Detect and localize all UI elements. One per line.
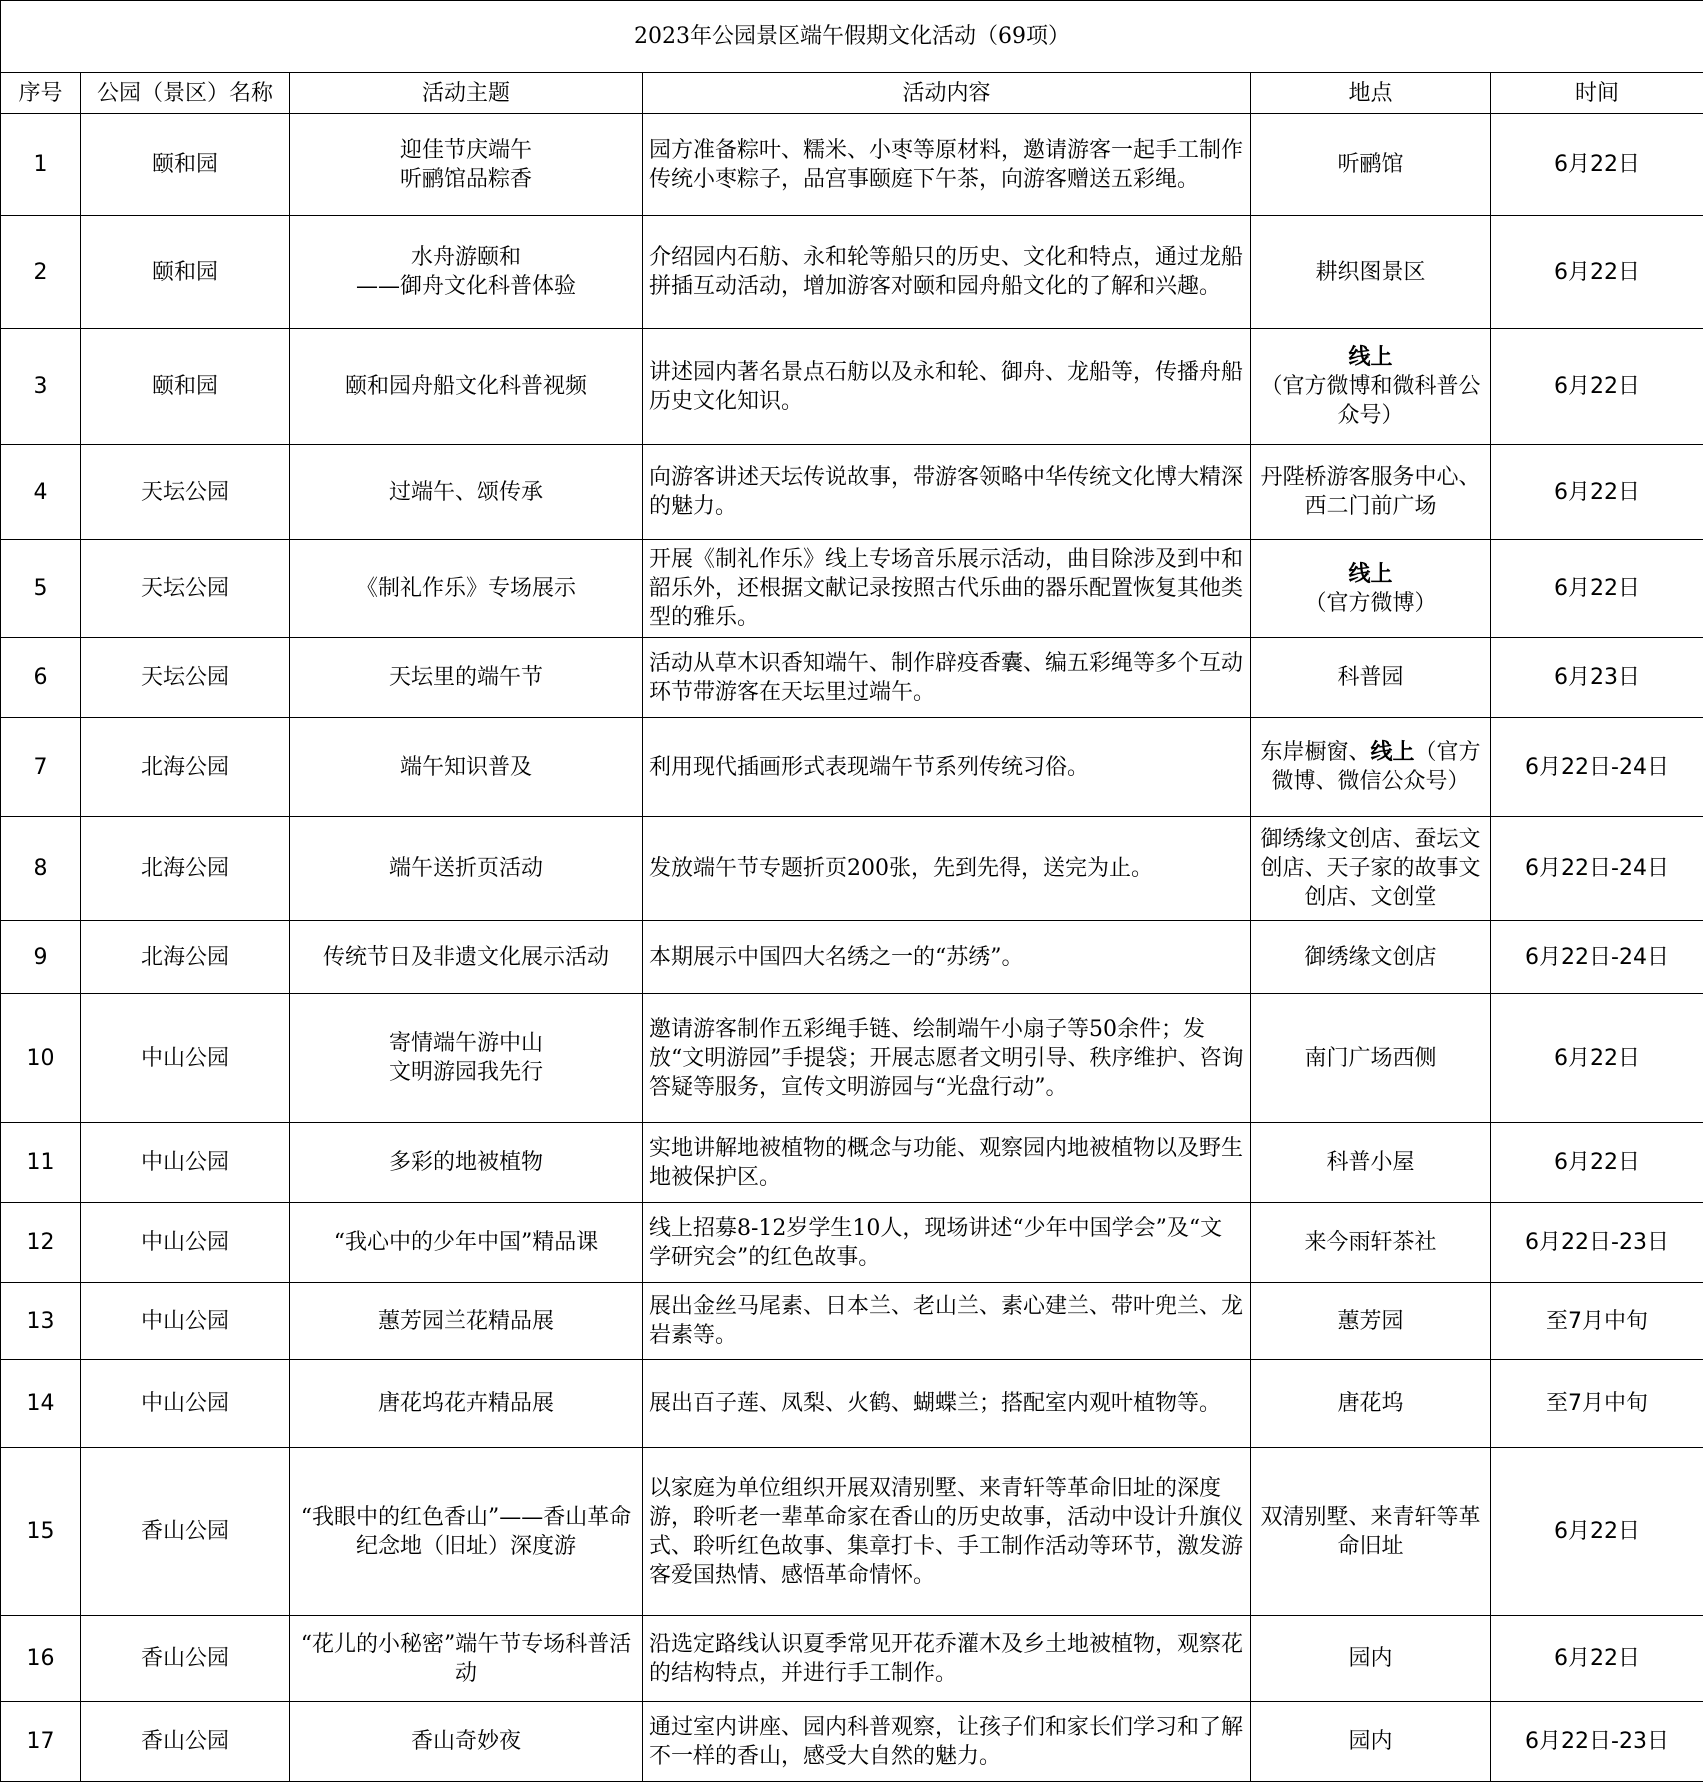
cell-theme: 过端午、颂传承 — [290, 445, 643, 540]
cell-time: 6月23日 — [1491, 638, 1703, 718]
cell-content: 园方准备粽叶、糯米、小枣等原材料，邀请游客一起手工制作传统小枣粽子，品宫事颐庭下午茶，向游客赠送五彩绳。 — [643, 114, 1251, 216]
cell-time: 6月22日 — [1491, 216, 1703, 329]
cell-time: 6月22日 — [1491, 445, 1703, 540]
title-row — [1, 1, 1703, 73]
cell-theme — [290, 994, 643, 1123]
cell-time: 6月22日 — [1491, 1123, 1703, 1203]
header-time: 时间 — [1491, 73, 1703, 114]
cell-theme: 《制礼作乐》专场展示 — [290, 540, 643, 638]
cell-place: 园内 — [1251, 1616, 1491, 1702]
table-row — [1, 1616, 1703, 1702]
cell-no: 1 — [1, 114, 81, 216]
table-row — [1, 1283, 1703, 1360]
cell-park: 中山公园 — [81, 994, 290, 1123]
header-no: 序号 — [1, 73, 81, 114]
cell-place — [1251, 329, 1491, 445]
cell-place: 来今雨轩茶社 — [1251, 1203, 1491, 1283]
cell-no: 5 — [1, 540, 81, 638]
cell-park: 颐和园 — [81, 216, 290, 329]
theme-line: 文明游园我先行 — [388, 1060, 543, 1085]
cell-park: 香山公园 — [81, 1616, 290, 1702]
cell-time: 6月22日 — [1491, 1448, 1703, 1616]
cell-no: 7 — [1, 718, 81, 817]
cell-place: 蕙芳园 — [1251, 1283, 1491, 1360]
cell-park: 颐和园 — [81, 329, 290, 445]
theme-line: 听鹂馆品粽香 — [399, 166, 532, 192]
cell-content: 发放端午节专题折页200张，先到先得，送完为止。 — [643, 817, 1251, 921]
cell-time: 6月22日-24日 — [1491, 921, 1703, 994]
cell-theme: 唐花坞花卉精品展 — [290, 1360, 643, 1448]
place-detail: （官方微博、微信公众号） — [1271, 740, 1481, 794]
header-place: 地点 — [1251, 73, 1491, 114]
cell-theme — [290, 114, 643, 216]
table-row — [1, 114, 1703, 216]
cell-no: 10 — [1, 994, 81, 1123]
cell-place: 科普小屋 — [1251, 1123, 1491, 1203]
cell-place: 御绣缘文创店、蚕坛文创店、天子家的故事文创店、文创堂 — [1251, 817, 1491, 921]
cell-park: 香山公园 — [81, 1702, 290, 1782]
cell-no: 11 — [1, 1123, 81, 1203]
table-row — [1, 329, 1703, 445]
place-detail: （官方微博和微科普公众号） — [1260, 374, 1481, 428]
cell-time: 6月22日-23日 — [1491, 1203, 1703, 1283]
header-park: 公园（景区）名称 — [81, 73, 290, 114]
cell-time: 6月22日 — [1491, 114, 1703, 216]
cell-park: 中山公园 — [81, 1283, 290, 1360]
cell-no: 13 — [1, 1283, 81, 1360]
cell-place: 双清别墅、来青轩等革命旧址 — [1251, 1448, 1491, 1616]
cell-theme: 端午送折页活动 — [290, 817, 643, 921]
cell-time: 6月22日 — [1491, 329, 1703, 445]
cell-theme: 颐和园舟船文化科普视频 — [290, 329, 643, 445]
cell-content: 展出百子莲、凤梨、火鹤、蝴蝶兰；搭配室内观叶植物等。 — [643, 1360, 1251, 1448]
cell-park: 中山公园 — [81, 1203, 290, 1283]
table-row — [1, 1448, 1703, 1616]
table-row — [1, 445, 1703, 540]
cell-time: 至7月中旬 — [1491, 1360, 1703, 1448]
cell-time: 6月22日-24日 — [1491, 817, 1703, 921]
cell-content: 实地讲解地被植物的概念与功能、观察园内地被植物以及野生地被保护区。 — [643, 1123, 1251, 1203]
table-row — [1, 718, 1703, 817]
cell-theme: “我心中的少年中国”精品课 — [290, 1203, 643, 1283]
cell-content: 向游客讲述天坛传说故事，带游客领略中华传统文化博大精深的魅力。 — [643, 445, 1251, 540]
cell-place: 园内 — [1251, 1702, 1491, 1782]
theme-line: 寄情端午游中山 — [388, 1031, 543, 1056]
cell-theme: 天坛里的端午节 — [290, 638, 643, 718]
cell-park: 北海公园 — [81, 817, 290, 921]
cell-place: 御绣缘文创店 — [1251, 921, 1491, 994]
cell-time: 6月22日 — [1491, 994, 1703, 1123]
cell-theme: “花儿的小秘密”端午节专场科普活动 — [290, 1616, 643, 1702]
cell-theme: 蕙芳园兰花精品展 — [290, 1283, 643, 1360]
cell-time: 6月22日 — [1491, 540, 1703, 638]
cell-content: 介绍园内石舫、永和轮等船只的历史、文化和特点，通过龙船拼插互动活动，增加游客对颐和园舟船文化的了解和兴趣。 — [643, 216, 1251, 329]
cell-place — [1251, 718, 1491, 817]
theme-line: ——御舟文化科普体验 — [355, 274, 576, 299]
cell-content: 线上招募8-12岁学生10人，现场讲述“少年中国学会”及“文学研究会”的红色故事。 — [643, 1203, 1251, 1283]
table-row — [1, 638, 1703, 718]
theme-line: 迎佳节庆端午 — [399, 137, 532, 163]
place-detail: （官方微博） — [1304, 590, 1437, 616]
cell-place: 丹陛桥游客服务中心、西二门前广场 — [1251, 445, 1491, 540]
header-content: 活动内容 — [643, 73, 1251, 114]
place-online-label: 线上 — [1348, 560, 1393, 587]
cell-theme: 传统节日及非遗文化展示活动 — [290, 921, 643, 994]
theme-line: 水舟游颐和 — [410, 245, 521, 270]
table-row — [1, 817, 1703, 921]
cell-theme — [290, 216, 643, 329]
cell-park: 香山公园 — [81, 1448, 290, 1616]
cell-theme: 多彩的地被植物 — [290, 1123, 643, 1203]
cell-park: 北海公园 — [81, 921, 290, 994]
cell-park: 中山公园 — [81, 1123, 290, 1203]
cell-content: 以家庭为单位组织开展双清别墅、来青轩等革命旧址的深度游，聆听老一辈革命家在香山的历史故事，活动中设计升旗仪式、聆听红色故事、集章打卡、手工制作活动等环节，激发游客爱国热情、感悟革命情怀。 — [643, 1448, 1251, 1616]
cell-park: 颐和园 — [81, 114, 290, 216]
cell-no: 17 — [1, 1702, 81, 1782]
place-prefix: 东岸橱窗、 — [1260, 740, 1371, 765]
table-title: 2023年公园景区端午假期文化活动（69项） — [1, 1, 1703, 73]
cell-time: 6月22日-24日 — [1491, 718, 1703, 817]
cell-no: 15 — [1, 1448, 81, 1616]
cell-place — [1251, 540, 1491, 638]
table-row — [1, 1203, 1703, 1283]
cell-no: 14 — [1, 1360, 81, 1448]
cell-no: 9 — [1, 921, 81, 994]
cell-content: 利用现代插画形式表现端午节系列传统习俗。 — [643, 718, 1251, 817]
cell-park: 天坛公园 — [81, 445, 290, 540]
cell-time: 6月22日-23日 — [1491, 1702, 1703, 1782]
cell-no: 8 — [1, 817, 81, 921]
header-row — [1, 73, 1703, 114]
cell-time: 至7月中旬 — [1491, 1283, 1703, 1360]
cell-content: 展出金丝马尾素、日本兰、老山兰、素心建兰、带叶兜兰、龙岩素等。 — [643, 1283, 1251, 1360]
cell-theme: “我眼中的红色香山”——香山革命纪念地（旧址）深度游 — [290, 1448, 643, 1616]
cell-content: 本期展示中国四大名绣之一的“苏绣”。 — [643, 921, 1251, 994]
cell-place: 南门广场西侧 — [1251, 994, 1491, 1123]
cell-no: 3 — [1, 329, 81, 445]
header-theme: 活动主题 — [290, 73, 643, 114]
cell-content: 通过室内讲座、园内科普观察，让孩子们和家长们学习和了解不一样的香山，感受大自然的魅力。 — [643, 1702, 1251, 1782]
cell-park: 北海公园 — [81, 718, 290, 817]
cell-no: 16 — [1, 1616, 81, 1702]
place-online-label: 线上 — [1348, 344, 1393, 370]
cell-no: 2 — [1, 216, 81, 329]
cell-no: 4 — [1, 445, 81, 540]
table-row — [1, 216, 1703, 329]
cell-content: 沿选定路线认识夏季常见开花乔灌木及乡土地被植物，观察花的结构特点，并进行手工制作。 — [643, 1616, 1251, 1702]
cell-park: 天坛公园 — [81, 638, 290, 718]
cell-place: 唐花坞 — [1251, 1360, 1491, 1448]
cell-content: 讲述园内著名景点石舫以及永和轮、御舟、龙船等，传播舟船历史文化知识。 — [643, 329, 1251, 445]
cell-no: 12 — [1, 1203, 81, 1283]
place-online-label: 线上 — [1370, 739, 1415, 765]
cell-theme: 香山奇妙夜 — [290, 1702, 643, 1782]
cell-content: 开展《制礼作乐》线上专场音乐展示活动，曲目除涉及到中和韶乐外，还根据文献记录按照古代乐曲的器乐配置恢复其他类型的雅乐。 — [643, 540, 1251, 638]
table-row — [1, 1123, 1703, 1203]
table-row — [1, 921, 1703, 994]
table-row — [1, 1360, 1703, 1448]
cell-park: 中山公园 — [81, 1360, 290, 1448]
cell-content: 活动从草木识香知端午、制作辟疫香囊、编五彩绳等多个互动环节带游客在天坛里过端午。 — [643, 638, 1251, 718]
table-row — [1, 994, 1703, 1123]
cell-park: 天坛公园 — [81, 540, 290, 638]
cell-no: 6 — [1, 638, 81, 718]
table-row — [1, 1702, 1703, 1782]
cell-place: 听鹂馆 — [1251, 114, 1491, 216]
cell-content: 邀请游客制作五彩绳手链、绘制端午小扇子等50余件；发放“文明游园”手提袋；开展志愿者文明引导、秩序维护、咨询答疑等服务，宣传文明游园与“光盘行动”。 — [643, 994, 1251, 1123]
cell-time: 6月22日 — [1491, 1616, 1703, 1702]
cell-place: 科普园 — [1251, 638, 1491, 718]
table-row — [1, 540, 1703, 638]
cell-theme: 端午知识普及 — [290, 718, 643, 817]
cell-place: 耕织图景区 — [1251, 216, 1491, 329]
